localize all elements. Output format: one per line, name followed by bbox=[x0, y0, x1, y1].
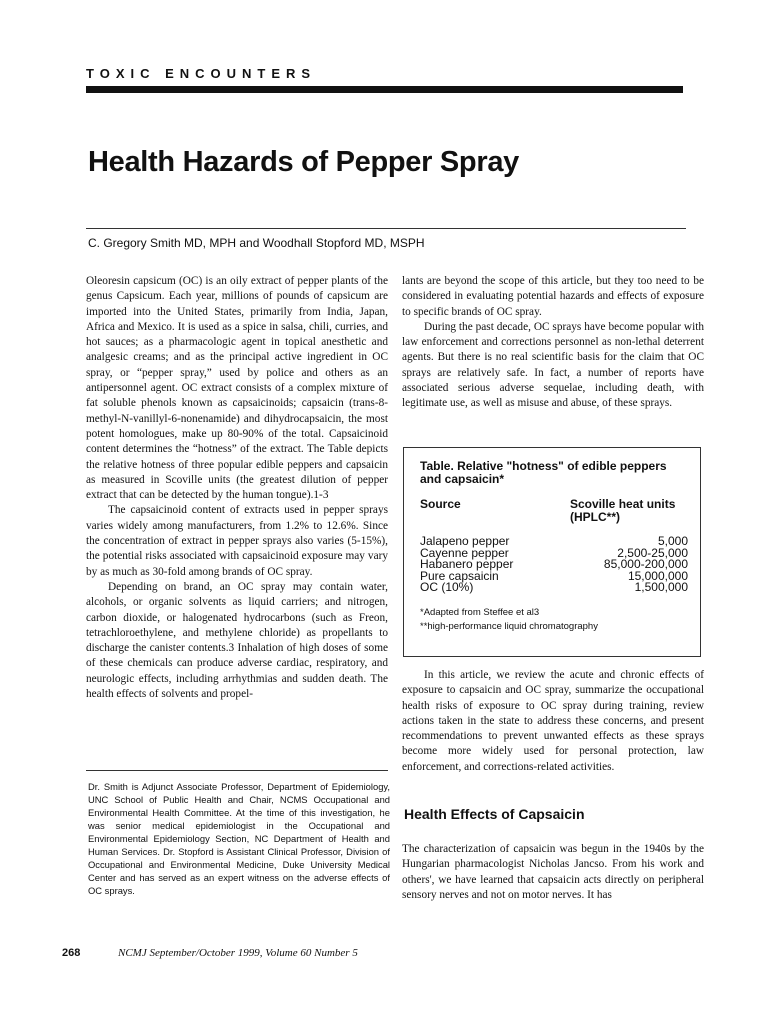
section-heading: Health Effects of Capsaicin bbox=[404, 806, 585, 822]
table-row bbox=[420, 582, 688, 594]
row-value: 1,500,000 bbox=[634, 580, 688, 594]
page-number: 268 bbox=[62, 947, 81, 959]
title-rule bbox=[86, 228, 686, 229]
column-header-source: Source bbox=[420, 497, 461, 511]
table-note: **high-performance liquid chromatography bbox=[420, 620, 598, 632]
row-value: 85,000-200,000 bbox=[603, 557, 688, 571]
hotness-table bbox=[403, 447, 701, 657]
row-source: Jalapeno pepper bbox=[420, 534, 510, 548]
row-source: Cayenne pepper bbox=[420, 545, 509, 560]
row-value: 5,000 bbox=[657, 534, 688, 548]
header-rule bbox=[86, 86, 683, 93]
table-note: *Adapted from Steffee et al3 bbox=[420, 606, 540, 618]
table-body bbox=[420, 536, 688, 594]
row-value: 2,500-25,000 bbox=[617, 545, 688, 560]
column-header-scoville: Scoville heat units (HPLC**) bbox=[570, 497, 676, 524]
article-title: Health Hazards of Pepper Spray bbox=[88, 146, 519, 178]
body-paragraph: During the past decade, OC sprays have become popular with law enforcement and corrections personnel as non-lethal deterrent agents. But there is no real scientific basis for the claim that OC sprays are relatively safe. In fact, a number of reports have associated serious adverse sequelae, including death, with legitimate use, as well as misuse and abuse, of these sprays. bbox=[402, 320, 704, 410]
right-column-top bbox=[402, 274, 704, 412]
table-title: Table. Relative "hotness" of edible peppers and capsaicin* bbox=[420, 459, 667, 486]
table-notes bbox=[420, 606, 688, 634]
body-paragraph: The capsaicinoid content of extracts used in pepper sprays varies widely among manufacturers, from 1.2% to 12.6%. Since the concentration of extract in pepper sprays also varies (5-15%), the potential risks associated with capsaicinoid exposure may vary by as much as 30-fold among brands of OC spray. bbox=[86, 504, 388, 578]
row-source: OC (10%) bbox=[420, 580, 474, 594]
right-column-middle bbox=[402, 668, 704, 775]
row-source: Pure capsaicin bbox=[420, 568, 499, 583]
footnote-rule bbox=[86, 770, 388, 771]
row-value: 15,000,000 bbox=[627, 568, 688, 583]
table-header bbox=[420, 498, 688, 524]
journal-citation: NCMJ September/October 1999, Volume 60 Number 5 bbox=[118, 947, 358, 959]
left-column bbox=[86, 274, 388, 702]
body-paragraph: Oleoresin capsicum (OC) is an oily extract of pepper plants of the genus Capsicum. Each year, millions of pounds of capsicum are imported into the United States, primarily from India, Japan, Africa and Mexico. It is used as a spice in salsa, chili, curries, and hot sauces; as a pharmacologic agent in topical anesthetic and analgesic creams; and as the principal active ingredient in OC spray, or “pepper spray,” used by police and others as an antipersonnel agent. OC extract consists of a complex mixture of fat soluble phenols known as capsaicinoids; capsaicin (trans-8-methyl-N-vanillyl-6-nonenamide) and dihydrocapsaicin, the most potent homologues, make up 80-90% of the total. Capsaicinoid content determines the “hotness” of the extract. The Table depicts the relative hotness of three popular edible peppers and capsaicin as measured in Scoville units (the greatest dilution of pepper extract that can be detected by the human tongue).1-3 bbox=[86, 275, 388, 502]
section-label: TOXIC ENCOUNTERS bbox=[86, 66, 317, 81]
body-paragraph: In this article, we review the acute and chronic effects of exposure to capsaicin and OC spray, summarize the occupational health risks of exposure to OC spray during training, review actions taken in the state to address these concerns, and present recommendations to prevent unwanted effects as these sprays become more widely used for personal protection, law enforcement, and corrections-related activities. bbox=[402, 669, 704, 773]
body-paragraph: The characterization of capsaicin was begun in the 1940s by the Hungarian pharmacologist Nicholas Jancso. From his work and others', we have learned that capsaicin acts directly on peripheral sensory nerves and not on motor nerves. It has bbox=[402, 843, 704, 901]
author-footnote: Dr. Smith is Adjunct Associate Professor, Department of Epidemiology, UNC School of Public Health and Chair, NCMS Occupational and Environmental Health Committee. At the time of this investigation, he was senior medical epidemiologist in the Occupational and Environmental Epidemiology Section, NC Department of Health and Human Services. Dr. Stopford is Assistant Clinical Professor, Division of Occupational and Environmental Medicine, Duke University Medical Center and has served as an expert witness on the adverse effects of OC sprays. bbox=[88, 781, 390, 896]
author-line: C. Gregory Smith MD, MPH and Woodhall Stopford MD, MSPH bbox=[88, 236, 425, 250]
body-paragraph: lants are beyond the scope of this article, but they too need to be considered in evaluating potential hazards and effects of exposure to specific brands of OC spray. bbox=[402, 275, 704, 318]
row-source: Habanero pepper bbox=[420, 557, 514, 571]
body-paragraph: Depending on brand, an OC spray may contain water, alcohols, or organic solvents as liquid carriers; and nitrogen, carbon dioxide, or halogenated hydrocarbons (such as Freon, tetrachloroethylene, and methylene chloride) as propellants to discharge the canister contents.3 Inhalation of high doses of some of these chemicals can produce adverse cardiac, respiratory, and neurologic effects, including arrhythmias and sudden death. The health effects of solvents and propel- bbox=[86, 580, 388, 701]
right-column-bottom bbox=[402, 842, 704, 903]
